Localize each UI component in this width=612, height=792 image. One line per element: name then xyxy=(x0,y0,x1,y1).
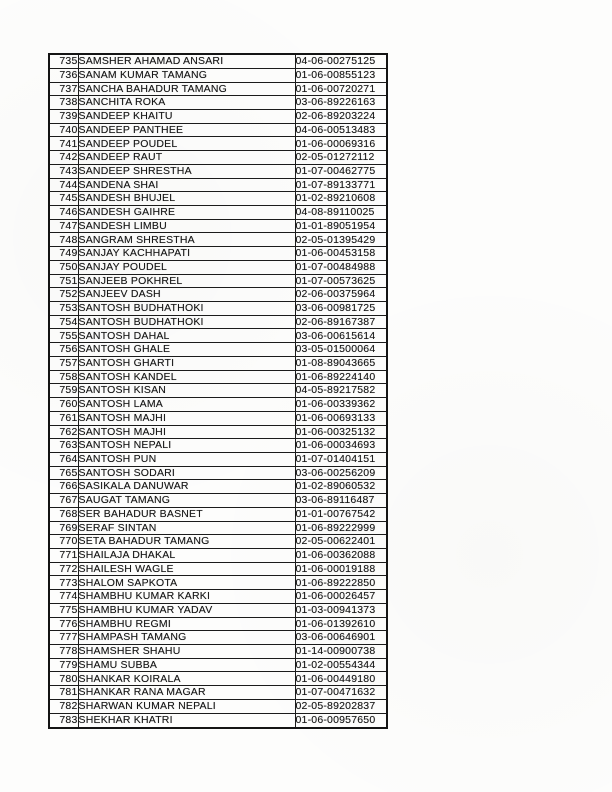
serial-cell: 743 xyxy=(49,164,78,178)
name-cell: SHALOM SAPKOTA xyxy=(78,576,295,590)
id-cell: 03-06-00615614 xyxy=(295,329,387,343)
id-cell: 01-02-89210608 xyxy=(295,192,387,206)
name-cell: SANJAY KACHHAPATI xyxy=(78,247,295,261)
id-cell: 04-06-00513483 xyxy=(295,123,387,137)
serial-cell: 759 xyxy=(49,384,78,398)
table-row xyxy=(49,631,387,645)
table-row xyxy=(49,439,387,453)
table-row xyxy=(49,343,387,357)
serial-cell: 775 xyxy=(49,603,78,617)
table-row xyxy=(49,96,387,110)
name-cell: SANTOSH GHARTI xyxy=(78,356,295,370)
id-cell: 01-06-00339362 xyxy=(295,398,387,412)
serial-cell: 773 xyxy=(49,576,78,590)
id-cell: 01-06-00019188 xyxy=(295,562,387,576)
serial-cell: 750 xyxy=(49,260,78,274)
id-cell: 02-05-89202837 xyxy=(295,699,387,713)
roster-table xyxy=(48,53,388,729)
table-row xyxy=(49,260,387,274)
serial-cell: 741 xyxy=(49,137,78,151)
table-row xyxy=(49,480,387,494)
table-row xyxy=(49,233,387,247)
name-cell: SHAILAJA DHAKAL xyxy=(78,548,295,562)
id-cell: 01-06-01392610 xyxy=(295,617,387,631)
id-cell: 02-06-00375964 xyxy=(295,288,387,302)
id-cell: 01-06-00026457 xyxy=(295,590,387,604)
name-cell: SHAMPASH TAMANG xyxy=(78,631,295,645)
name-cell: SANTOSH MAJHI xyxy=(78,411,295,425)
id-cell: 01-02-00554344 xyxy=(295,658,387,672)
name-cell: SANCHA BAHADUR TAMANG xyxy=(78,82,295,96)
id-cell: 01-06-89222850 xyxy=(295,576,387,590)
table-row xyxy=(49,178,387,192)
serial-cell: 749 xyxy=(49,247,78,261)
table-row xyxy=(49,658,387,672)
name-cell: SHAMBHU KUMAR YADAV xyxy=(78,603,295,617)
table-row xyxy=(49,164,387,178)
id-cell: 01-02-89060532 xyxy=(295,480,387,494)
id-cell: 01-06-00720271 xyxy=(295,82,387,96)
serial-cell: 765 xyxy=(49,466,78,480)
table-row xyxy=(49,686,387,700)
serial-cell: 755 xyxy=(49,329,78,343)
name-cell: SANCHITA ROKA xyxy=(78,96,295,110)
id-cell: 01-06-89222999 xyxy=(295,521,387,535)
name-cell: SANTOSH DAHAL xyxy=(78,329,295,343)
serial-cell: 752 xyxy=(49,288,78,302)
table-row xyxy=(49,576,387,590)
id-cell: 04-08-89110025 xyxy=(295,206,387,220)
serial-cell: 746 xyxy=(49,206,78,220)
name-cell: SANDEEP PANTHEE xyxy=(78,123,295,137)
serial-cell: 738 xyxy=(49,96,78,110)
name-cell: SHAMU SUBBA xyxy=(78,658,295,672)
table-row xyxy=(49,219,387,233)
name-cell: SANJEEV DASH xyxy=(78,288,295,302)
table-row xyxy=(49,699,387,713)
serial-cell: 745 xyxy=(49,192,78,206)
id-cell: 04-05-89217582 xyxy=(295,384,387,398)
name-cell: SANTOSH KANDEL xyxy=(78,370,295,384)
serial-cell: 762 xyxy=(49,425,78,439)
name-cell: SANTOSH SODARI xyxy=(78,466,295,480)
id-cell: 03-06-00256209 xyxy=(295,466,387,480)
serial-cell: 744 xyxy=(49,178,78,192)
table-row xyxy=(49,590,387,604)
serial-cell: 760 xyxy=(49,398,78,412)
serial-cell: 742 xyxy=(49,151,78,165)
name-cell: SHAMSHER SHAHU xyxy=(78,645,295,659)
serial-cell: 751 xyxy=(49,274,78,288)
serial-cell: 777 xyxy=(49,631,78,645)
serial-cell: 754 xyxy=(49,315,78,329)
id-cell: 01-08-89043665 xyxy=(295,356,387,370)
serial-cell: 769 xyxy=(49,521,78,535)
id-cell: 01-06-00453158 xyxy=(295,247,387,261)
id-cell: 01-07-89133771 xyxy=(295,178,387,192)
name-cell: SER BAHADUR BASNET xyxy=(78,507,295,521)
id-cell: 01-06-00034693 xyxy=(295,439,387,453)
id-cell: 01-14-00900738 xyxy=(295,645,387,659)
table-row xyxy=(49,494,387,508)
id-cell: 03-06-00646901 xyxy=(295,631,387,645)
id-cell: 03-06-00981725 xyxy=(295,302,387,316)
name-cell: SHARWAN KUMAR NEPALI xyxy=(78,699,295,713)
serial-cell: 737 xyxy=(49,82,78,96)
serial-cell: 770 xyxy=(49,535,78,549)
table-row xyxy=(49,109,387,123)
id-cell: 02-06-89167387 xyxy=(295,315,387,329)
serial-cell: 772 xyxy=(49,562,78,576)
name-cell: SANDESH BHUJEL xyxy=(78,192,295,206)
serial-cell: 748 xyxy=(49,233,78,247)
serial-cell: 753 xyxy=(49,302,78,316)
serial-cell: 781 xyxy=(49,686,78,700)
serial-cell: 756 xyxy=(49,343,78,357)
name-cell: SANDESH LIMBU xyxy=(78,219,295,233)
name-cell: SHANKAR KOIRALA xyxy=(78,672,295,686)
serial-cell: 779 xyxy=(49,658,78,672)
name-cell: SASIKALA DANUWAR xyxy=(78,480,295,494)
name-cell: SANJAY POUDEL xyxy=(78,260,295,274)
name-cell: SANTOSH BUDHATHOKI xyxy=(78,302,295,316)
table-row xyxy=(49,466,387,480)
table-row xyxy=(49,452,387,466)
serial-cell: 767 xyxy=(49,494,78,508)
name-cell: SHAMBHU KUMAR KARKI xyxy=(78,590,295,604)
name-cell: SANDESH GAIHRE xyxy=(78,206,295,220)
serial-cell: 763 xyxy=(49,439,78,453)
table-row xyxy=(49,713,387,728)
table-row xyxy=(49,288,387,302)
name-cell: SHAILESH WAGLE xyxy=(78,562,295,576)
table-row xyxy=(49,68,387,82)
name-cell: SHEKHAR KHATRI xyxy=(78,713,295,728)
table-row xyxy=(49,645,387,659)
name-cell: SANGRAM SHRESTHA xyxy=(78,233,295,247)
table-row xyxy=(49,617,387,631)
id-cell: 01-07-00471632 xyxy=(295,686,387,700)
table-row xyxy=(49,603,387,617)
table-row xyxy=(49,535,387,549)
name-cell: SANDEEP POUDEL xyxy=(78,137,295,151)
table-row xyxy=(49,425,387,439)
serial-cell: 776 xyxy=(49,617,78,631)
name-cell: SANDEEP SHRESTHA xyxy=(78,164,295,178)
id-cell: 02-05-01272112 xyxy=(295,151,387,165)
serial-cell: 739 xyxy=(49,109,78,123)
name-cell: SETA BAHADUR TAMANG xyxy=(78,535,295,549)
id-cell: 01-06-00957650 xyxy=(295,713,387,728)
name-cell: SAMSHER AHAMAD ANSARI xyxy=(78,54,295,68)
id-cell: 01-06-00069316 xyxy=(295,137,387,151)
serial-cell: 764 xyxy=(49,452,78,466)
id-cell: 03-06-89226163 xyxy=(295,96,387,110)
name-cell: SERAF SINTAN xyxy=(78,521,295,535)
serial-cell: 740 xyxy=(49,123,78,137)
table-row xyxy=(49,247,387,261)
serial-cell: 761 xyxy=(49,411,78,425)
name-cell: SANJEEB POKHREL xyxy=(78,274,295,288)
table-row xyxy=(49,507,387,521)
serial-cell: 774 xyxy=(49,590,78,604)
table-row xyxy=(49,302,387,316)
table-row xyxy=(49,315,387,329)
id-cell: 02-05-01395429 xyxy=(295,233,387,247)
name-cell: SANTOSH MAJHI xyxy=(78,425,295,439)
table-row xyxy=(49,398,387,412)
name-cell: SANTOSH BUDHATHOKI xyxy=(78,315,295,329)
serial-cell: 766 xyxy=(49,480,78,494)
serial-cell: 736 xyxy=(49,68,78,82)
table-row xyxy=(49,192,387,206)
id-cell: 03-05-01500064 xyxy=(295,343,387,357)
serial-cell: 747 xyxy=(49,219,78,233)
table-row xyxy=(49,548,387,562)
name-cell: SANDEEP KHAITU xyxy=(78,109,295,123)
table-row xyxy=(49,123,387,137)
id-cell: 01-07-00462775 xyxy=(295,164,387,178)
id-cell: 01-06-00325132 xyxy=(295,425,387,439)
table-row xyxy=(49,562,387,576)
table-row xyxy=(49,384,387,398)
name-cell: SANAM KUMAR TAMANG xyxy=(78,68,295,82)
table-row xyxy=(49,329,387,343)
serial-cell: 771 xyxy=(49,548,78,562)
name-cell: SANTOSH GHALE xyxy=(78,343,295,357)
id-cell: 01-07-00573625 xyxy=(295,274,387,288)
id-cell: 02-06-89203224 xyxy=(295,109,387,123)
id-cell: 01-01-89051954 xyxy=(295,219,387,233)
id-cell: 01-06-00855123 xyxy=(295,68,387,82)
table-row xyxy=(49,151,387,165)
name-cell: SANDEEP RAUT xyxy=(78,151,295,165)
id-cell: 03-06-89116487 xyxy=(295,494,387,508)
serial-cell: 780 xyxy=(49,672,78,686)
serial-cell: 778 xyxy=(49,645,78,659)
table-row xyxy=(49,137,387,151)
table-row xyxy=(49,356,387,370)
id-cell: 01-03-00941373 xyxy=(295,603,387,617)
id-cell: 04-06-00275125 xyxy=(295,54,387,68)
serial-cell: 757 xyxy=(49,356,78,370)
table-row xyxy=(49,370,387,384)
name-cell: SAUGAT TAMANG xyxy=(78,494,295,508)
table-row xyxy=(49,206,387,220)
serial-cell: 735 xyxy=(49,54,78,68)
name-cell: SANTOSH NEPALI xyxy=(78,439,295,453)
id-cell: 01-01-00767542 xyxy=(295,507,387,521)
table-row xyxy=(49,274,387,288)
table-row xyxy=(49,411,387,425)
name-cell: SANTOSH PUN xyxy=(78,452,295,466)
table-row xyxy=(49,54,387,68)
id-cell: 01-06-00362088 xyxy=(295,548,387,562)
name-cell: SANDENA SHAI xyxy=(78,178,295,192)
serial-cell: 768 xyxy=(49,507,78,521)
table-row xyxy=(49,82,387,96)
serial-cell: 758 xyxy=(49,370,78,384)
id-cell: 01-07-01404151 xyxy=(295,452,387,466)
roster-table-body xyxy=(49,54,387,728)
name-cell: SANTOSH LAMA xyxy=(78,398,295,412)
id-cell: 01-06-00693133 xyxy=(295,411,387,425)
serial-cell: 783 xyxy=(49,713,78,728)
id-cell: 01-06-89224140 xyxy=(295,370,387,384)
serial-cell: 782 xyxy=(49,699,78,713)
table-row xyxy=(49,672,387,686)
name-cell: SHANKAR RANA MAGAR xyxy=(78,686,295,700)
id-cell: 01-06-00449180 xyxy=(295,672,387,686)
name-cell: SHAMBHU REGMI xyxy=(78,617,295,631)
id-cell: 02-05-00622401 xyxy=(295,535,387,549)
table-row xyxy=(49,521,387,535)
name-cell: SANTOSH KISAN xyxy=(78,384,295,398)
id-cell: 01-07-00484988 xyxy=(295,260,387,274)
